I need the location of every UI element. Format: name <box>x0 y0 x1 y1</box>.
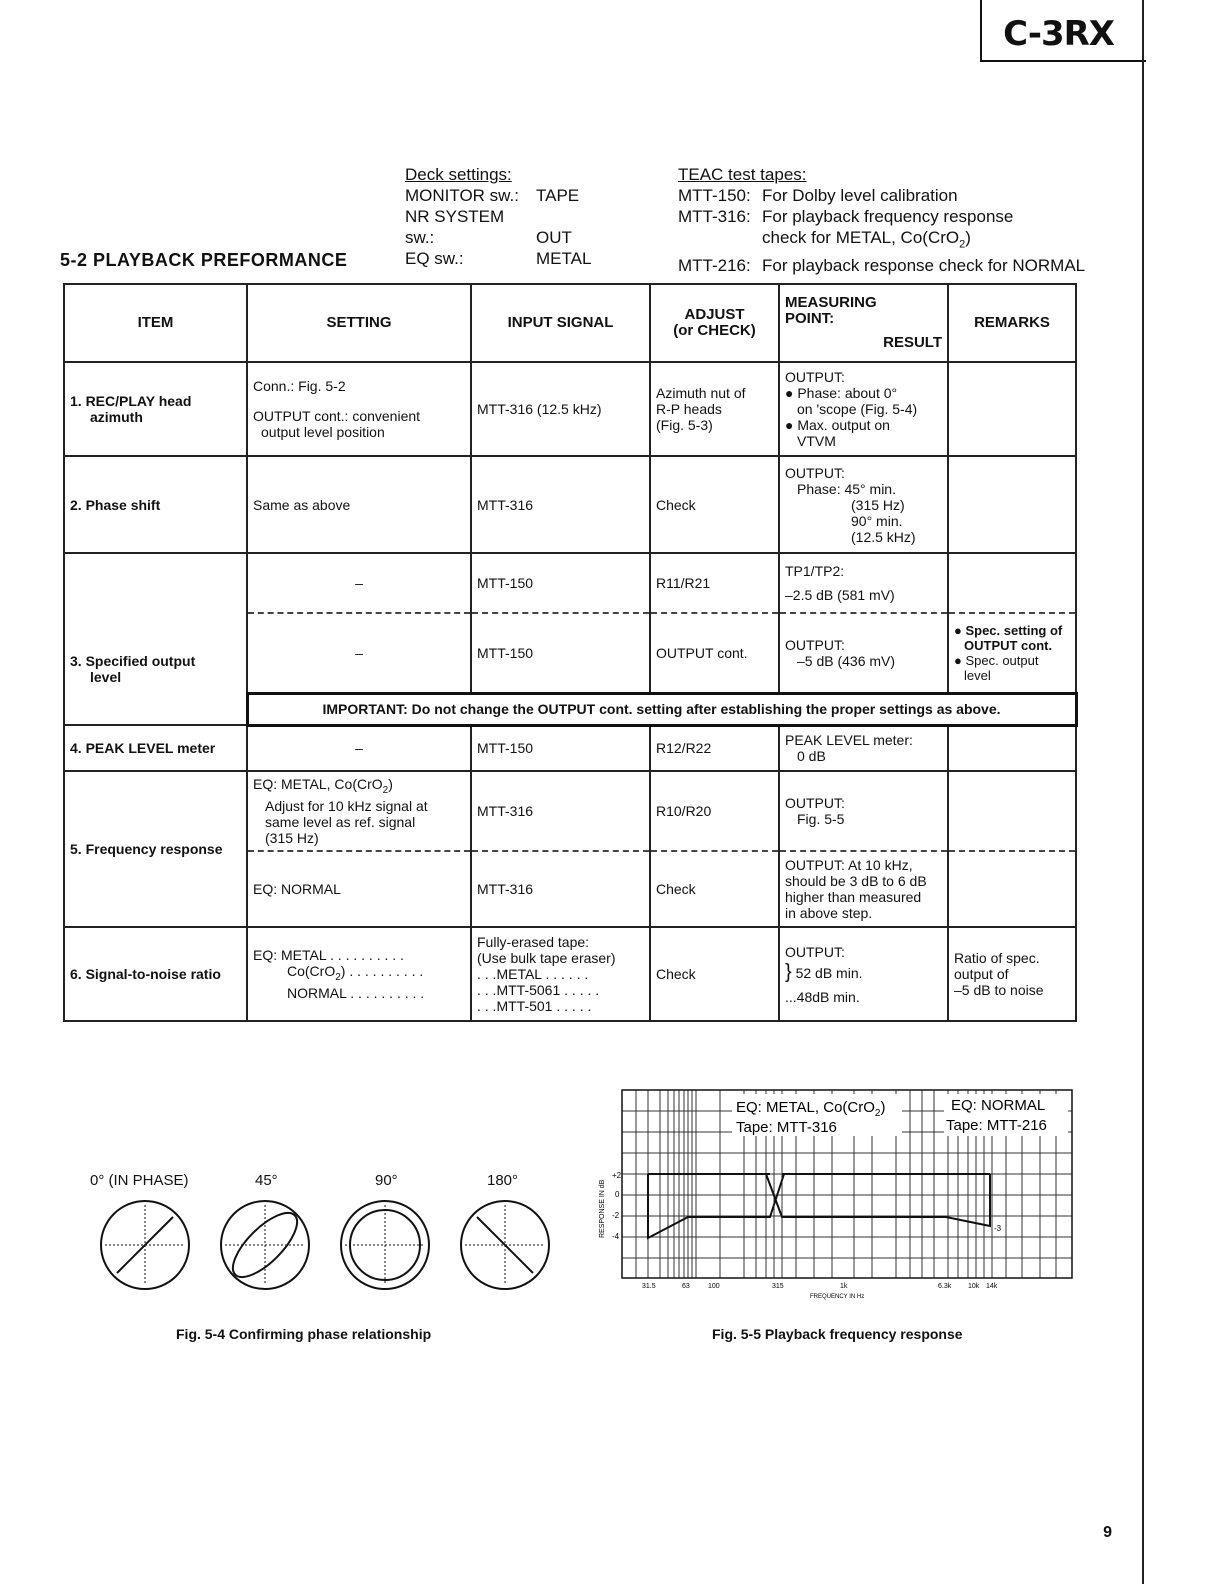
input-cell: MTT-316 (12.5 kHz) <box>471 362 650 456</box>
phase-scope-figure <box>90 1190 560 1300</box>
setting-cell: Same as above <box>247 456 471 553</box>
item-cell: 2. Phase shift <box>64 456 247 553</box>
setting-cell: EQ: NORMAL <box>247 851 471 927</box>
y-tick: -4 <box>612 1232 620 1241</box>
adjust-cell: R11/R21 <box>650 553 779 613</box>
adjust-cell: R12/R22 <box>650 725 779 771</box>
result-cell: TP1/TP2: –2.5 dB (581 mV) <box>779 553 948 613</box>
section-title: 5-2 PLAYBACK PREFORMANCE <box>60 250 348 270</box>
header-setting: SETTING <box>247 284 471 362</box>
y-tick: 0 <box>615 1190 620 1199</box>
legend-normal-line1: EQ: NORMAL <box>951 1097 1046 1114</box>
x-tick: 1k <box>840 1283 848 1290</box>
scope-trace-180deg <box>461 1201 549 1289</box>
table-row <box>64 725 1076 771</box>
result-cell: OUTPUT: –5 dB (436 mV) <box>779 613 948 693</box>
item-cell: 5. Frequency response <box>64 771 247 927</box>
input-cell: MTT-316 <box>471 851 650 927</box>
remarks-cell <box>948 851 1076 927</box>
header-item: ITEM <box>64 284 247 362</box>
test-tape-row-cont: check for METAL, Co(CrO$_2$) <box>762 228 971 251</box>
scope-trace-0deg <box>101 1201 189 1289</box>
x-tick: 31.5 <box>642 1283 656 1290</box>
phase-label-180: 180° <box>487 1172 519 1189</box>
item-cell: 1. REC/PLAY head azimuth <box>64 362 247 456</box>
setting-cell: – <box>247 613 471 693</box>
scope-trace-90deg <box>341 1201 429 1289</box>
x-tick: 6.3k <box>938 1283 952 1290</box>
deck-setting-row: MONITOR sw.: TAPE <box>405 186 580 205</box>
right-margin-rule <box>1142 0 1144 1584</box>
deck-settings-title: Deck settings: <box>405 165 512 184</box>
end-label: -3 <box>994 1224 1002 1233</box>
test-tape-row: MTT-216: For playback response check for NORMAL <box>678 256 1086 276</box>
x-tick: 315 <box>772 1283 784 1290</box>
setting-cell: – <box>247 553 471 613</box>
remarks-cell <box>948 553 1076 613</box>
header-input: INPUT SIGNAL <box>471 284 650 362</box>
adjust-cell: Azimuth nut of R-P heads (Fig. 5-3) <box>650 362 779 456</box>
result-cell: PEAK LEVEL meter: 0 dB <box>779 725 948 771</box>
setting-cell: – <box>247 725 471 771</box>
deck-settings <box>405 164 591 269</box>
table-row <box>64 456 1076 553</box>
legend-metal-line2: Tape: MTT-316 <box>736 1119 837 1136</box>
y-axis-label: RESPONSE IN dB <box>599 1179 606 1238</box>
result-cell: OUTPUT: ● Phase: about 0° on 'scope (Fig. 5-4) ● Max. output on VTVM <box>779 362 948 456</box>
response-curve-normal <box>766 1174 990 1226</box>
x-tick: 10k <box>968 1283 980 1290</box>
adjust-cell: OUTPUT cont. <box>650 613 779 693</box>
input-cell: MTT-150 <box>471 613 650 693</box>
result-cell: OUTPUT: } 52 dB min. ...48dB min. <box>779 927 948 1021</box>
setting-cell: Conn.: Fig. 5-2 OUTPUT cont.: convenient output level position <box>247 362 471 456</box>
fig55-caption: Fig. 5-5 Playback frequency response <box>712 1326 963 1342</box>
test-tape-row: MTT-150: For Dolby level calibration <box>678 186 958 205</box>
input-cell: MTT-150 <box>471 553 650 613</box>
y-tick: +2 <box>612 1171 622 1180</box>
remarks-cell <box>948 771 1076 851</box>
legend-normal-line2: Tape: MTT-216 <box>946 1117 1047 1134</box>
table-row <box>64 771 1076 851</box>
header-measuring: MEASURING POINT: RESULT <box>779 284 948 362</box>
test-tape-row: MTT-316: For playback frequency response <box>678 207 1014 226</box>
legend-metal-line1: EQ: METAL, Co(CrO$_2$) <box>736 1099 886 1119</box>
adjust-cell: Check <box>650 851 779 927</box>
important-note: IMPORTANT: Do not change the OUTPUT cont. setting after establishing the proper settings as above. <box>247 693 1076 725</box>
adjust-cell: R10/R20 <box>650 771 779 851</box>
table-row <box>64 927 1076 1021</box>
deck-setting-row: EQ sw.: METAL <box>405 249 592 268</box>
phase-label-90: 90° <box>375 1172 398 1189</box>
test-tapes <box>678 164 1085 276</box>
x-axis-label: FREQUENCY IN Hz <box>810 1294 865 1300</box>
x-tick: 63 <box>682 1283 690 1290</box>
deck-setting-row: NR SYSTEM sw.: OUT <box>405 207 572 247</box>
header-adjust: ADJUST (or CHECK) <box>650 284 779 362</box>
remarks-cell: Ratio of spec. output of –5 dB to noise <box>948 927 1076 1021</box>
remarks-cell: ● Spec. setting of OUTPUT cont. ● Spec. output level <box>948 613 1076 693</box>
page-number: 9 <box>1103 1524 1112 1541</box>
frequency-response-graph <box>596 1088 1076 1308</box>
playback-performance-table <box>63 283 1078 1022</box>
test-tapes-title: TEAC test tapes: <box>678 165 807 184</box>
table-row <box>64 362 1076 456</box>
item-cell: 6. Signal-to-noise ratio <box>64 927 247 1021</box>
x-tick: 14k <box>986 1283 998 1290</box>
remarks-cell <box>948 456 1076 553</box>
setting-cell: EQ: METAL, Co(CrO$_2$) Adjust for 10 kHz signal at same level as ref. signal (315 Hz) <box>247 771 471 851</box>
setting-cell: EQ: METAL . . . . . . . . . . Co(CrO$_2$) . . . . . . . . . . NORMAL . . . . . . . . . . <box>247 927 471 1021</box>
result-cell: OUTPUT: At 10 kHz, should be 3 dB to 6 dB higher than measured in above step. <box>779 851 948 927</box>
header-remarks: REMARKS <box>948 284 1076 362</box>
result-cell: OUTPUT: Fig. 5-5 <box>779 771 948 851</box>
result-cell: OUTPUT: Phase: 45° min. (315 Hz) 90° min. (12.5 kHz) <box>779 456 948 553</box>
input-cell: MTT-150 <box>471 725 650 771</box>
table-row <box>64 553 1076 613</box>
item-cell: 3. Specified output level <box>64 553 247 725</box>
remarks-cell <box>948 725 1076 771</box>
fig54-caption: Fig. 5-4 Confirming phase relationship <box>176 1326 432 1342</box>
scope-trace-45deg <box>221 1201 309 1289</box>
adjust-cell: Check <box>650 456 779 553</box>
table-header-row <box>64 284 1076 362</box>
item-cell: 4. PEAK LEVEL meter <box>64 725 247 771</box>
model-header-box <box>980 0 1146 62</box>
y-tick: -2 <box>612 1211 620 1220</box>
adjust-cell: Check <box>650 927 779 1021</box>
input-cell: MTT-316 <box>471 771 650 851</box>
remarks-cell <box>948 362 1076 456</box>
phase-label-0: 0° (IN PHASE) <box>90 1172 189 1189</box>
model-name: C-3RX <box>1003 14 1114 54</box>
x-tick: 100 <box>708 1283 720 1290</box>
phase-label-45: 45° <box>255 1172 278 1189</box>
input-cell: Fully-erased tape: (Use bulk tape eraser) . . .METAL . . . . . . . . .MTT-5061 . . . . . . . .MTT-501 . . . . . <box>471 927 650 1021</box>
input-cell: MTT-316 <box>471 456 650 553</box>
